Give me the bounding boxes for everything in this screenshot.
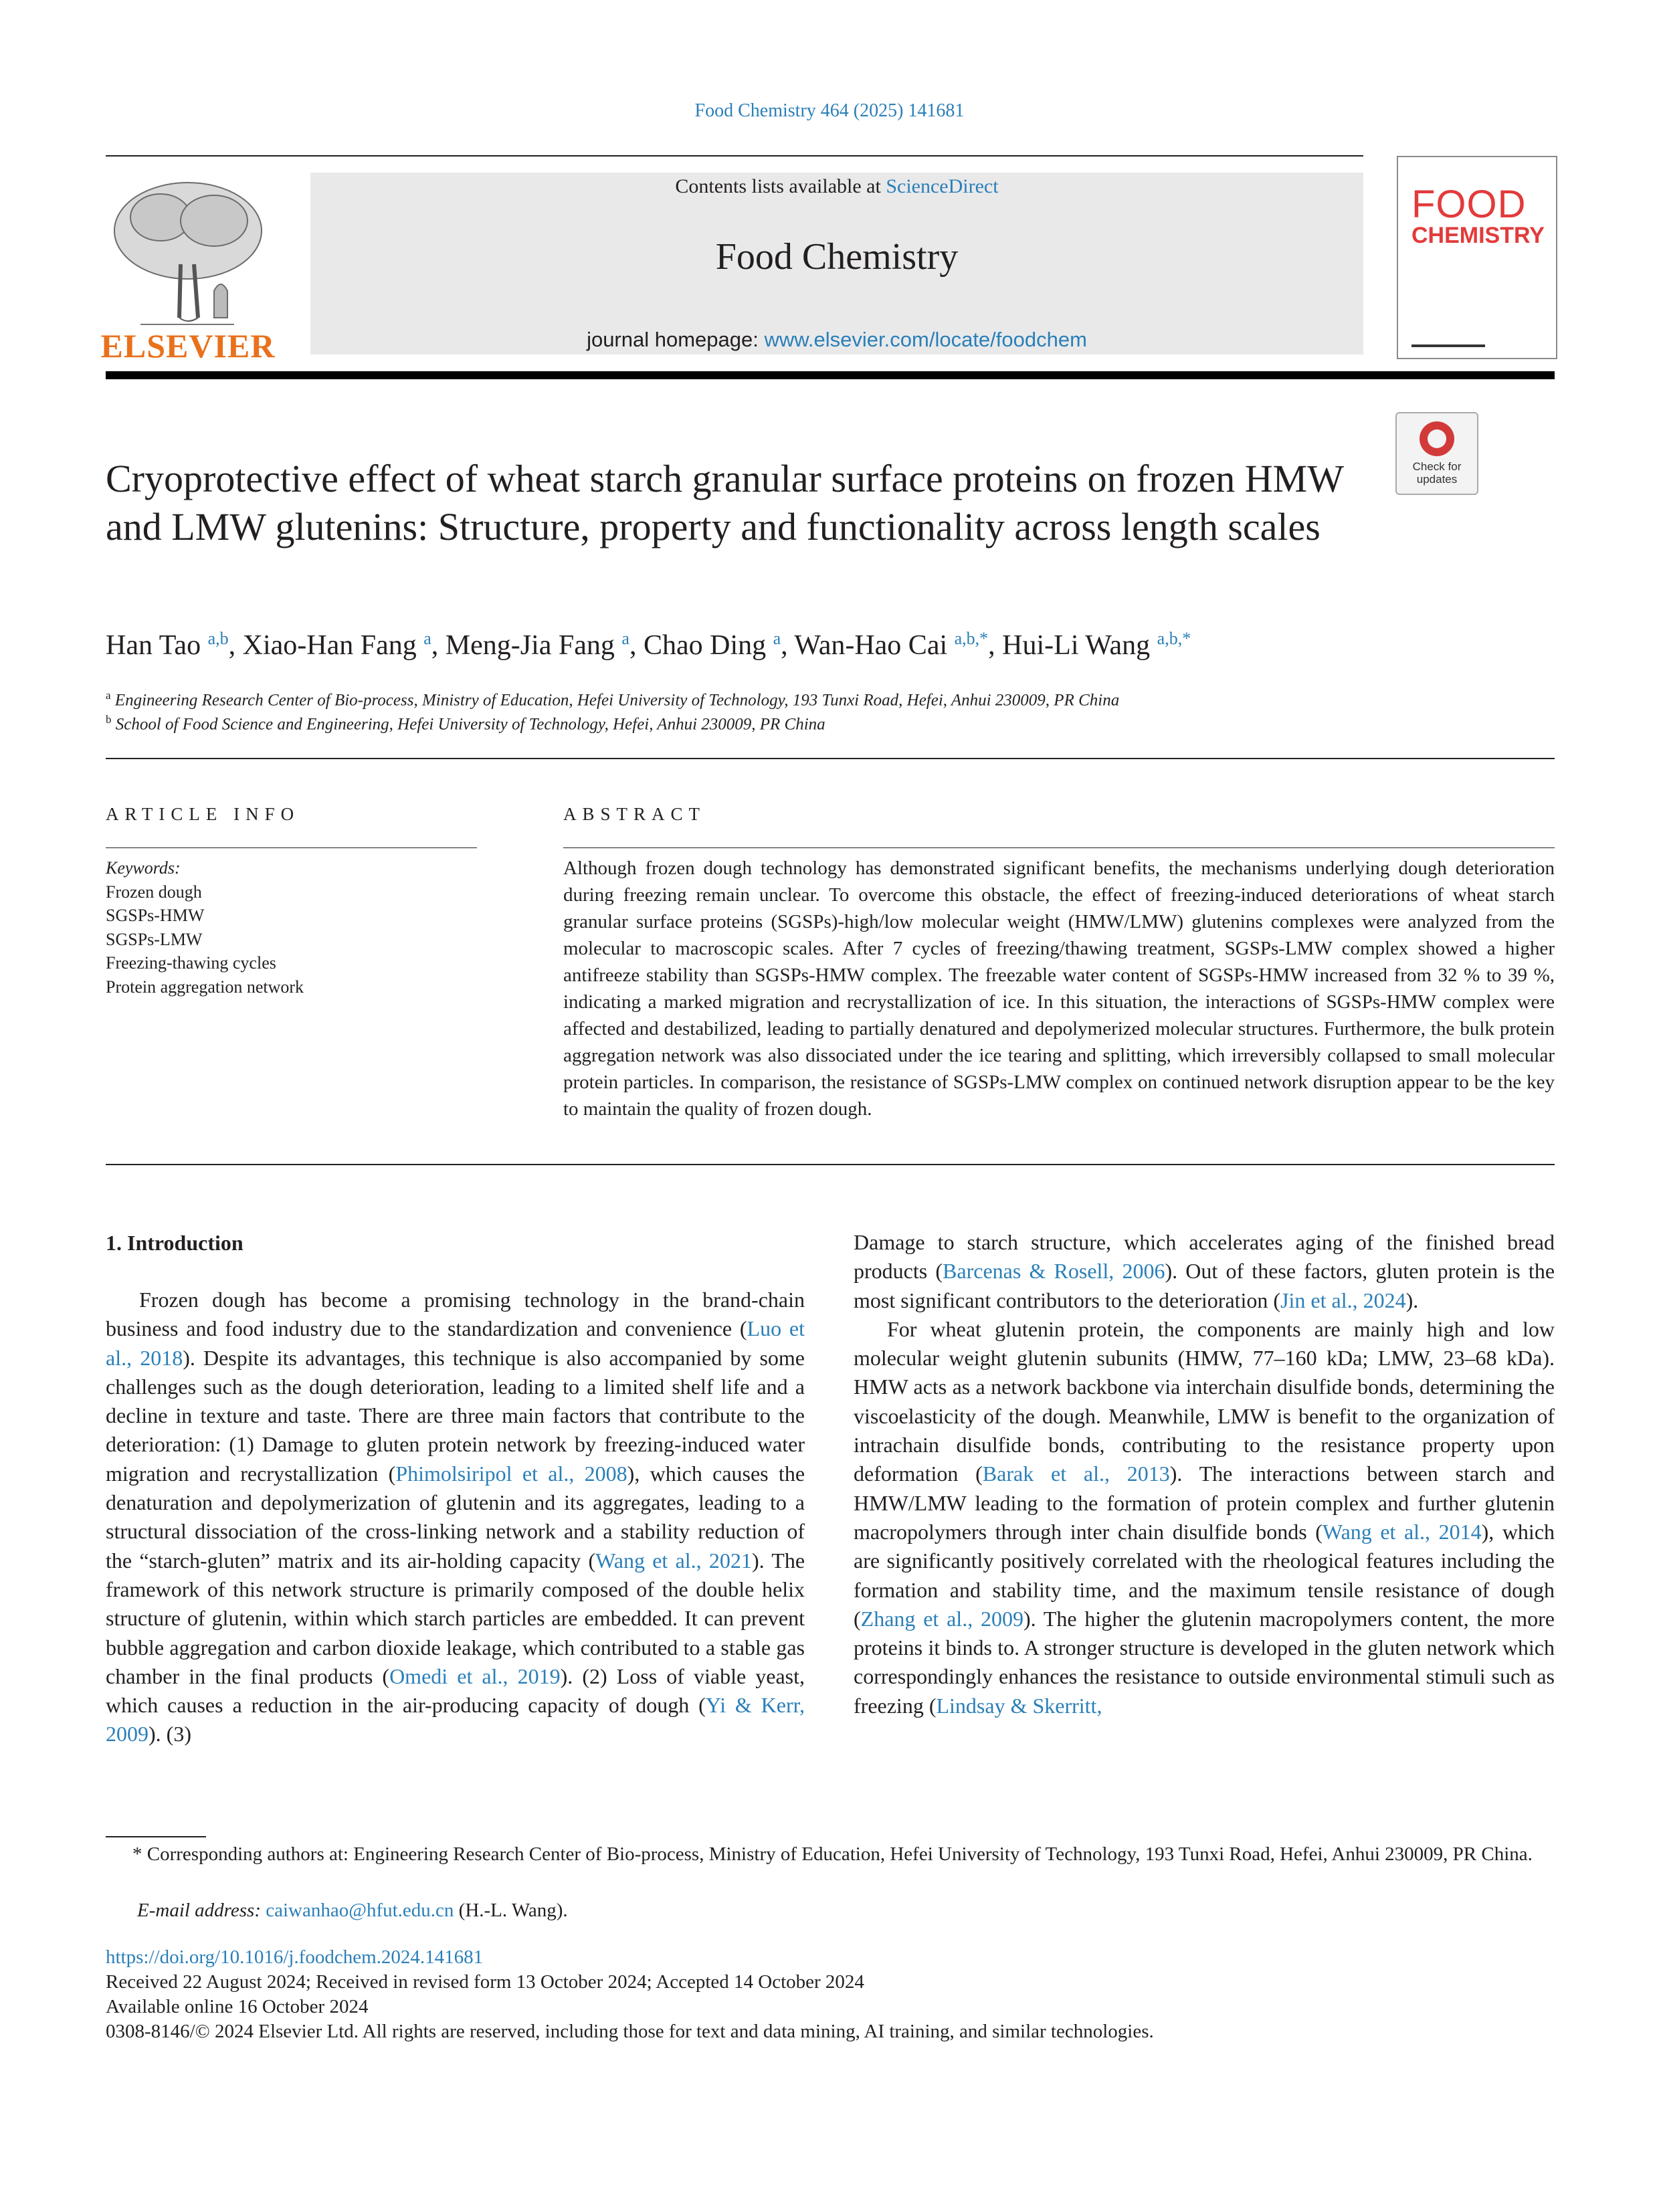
homepage-line [310,328,1363,352]
paragraph-text: ). [1405,1288,1419,1312]
citation-link[interactable]: Zhang et al., 2009 [860,1606,1023,1631]
corresponding-text: * Corresponding authors at: Engineering Research Center of Bio-process, Ministry of Education, Hefei University of Technology, 193 Tunxi Road, Hefei, Anhui 230009, PR China. [132,1843,1533,1865]
intro-paragraph-2 [854,1315,1555,1720]
citation-link[interactable]: Lindsay & Skerritt, [936,1693,1102,1718]
homepage-prefix: journal homepage: [587,328,765,351]
journal-cover-thumbnail[interactable] [1397,156,1557,359]
email-link[interactable]: caiwanhao@hfut.edu.cn [266,1900,454,1921]
cover-title [1411,185,1545,247]
body-column-left [106,1286,805,1749]
footnote-rule [106,1836,206,1837]
paragraph-text: ). The framework of this network structure is primarily composed of the double helix structure of glutenin, within which starch particles are embedded. It can prevent bubble aggregation and carbon dioxide leakage, which contributed to a stable gas chamber in the final products ( [106,1548,805,1688]
contents-line [310,175,1363,198]
keywords-block [106,856,477,999]
corresponding-author-note [106,1841,1555,1868]
author-name[interactable]: Meng-Jia Fang [445,630,615,661]
author-name[interactable]: Han Tao [106,630,201,661]
email-label: E-mail address: [137,1900,266,1921]
contents-prefix: Contents lists available at [675,175,886,197]
author-affil-sup: a [773,629,781,648]
affiliation-text: School of Food Science and Engineering, Hefei University of Technology, Hefei, Anhui 230009, PR China [115,715,825,734]
doi-link[interactable]: https://doi.org/10.1016/j.foodchem.2024.141681 [106,1946,484,1968]
homepage-link[interactable]: www.elsevier.com/locate/foodchem [764,328,1087,351]
elsevier-wordmark: ELSEVIER [100,327,276,365]
paragraph-text: ). (2) Loss of viable yeast, which causes a reduction in the air-producing capacity of dough ( [106,1664,805,1718]
author-affil-sup: a,b,* [1157,629,1191,648]
keyword-item: Freezing-thawing cycles [106,953,276,973]
section-heading-introduction: 1. Introduction [106,1231,243,1255]
citation-link[interactable]: Phimolsiripol et al., 2008 [395,1461,627,1486]
paragraph-text: ). The interactions between starch and HMW/LMW leading to the formation of protein complex and further glutenin macropolymers through inter chain disulfide bonds ( [854,1462,1555,1544]
author-list: Han Tao $^{a,b}$, Xiao-Han Fang $^a$, Meng-Jia Fang $^a$, Chao Ding $^a$, Wan-Hao Cai $^{a,b,*}$, Hui-Li Wang $^{a,b,*}$ [106,629,1191,661]
keyword-item: Frozen dough [106,882,202,902]
divider [106,758,1555,759]
abstract-text: Although frozen dough technology has demonstrated significant benefits, the mechanisms underlying dough deterioration during freezing remain unclear. To overcome this obstacle, the effect of freezing-induced deteriorations of wheat starch granular surface proteins (SGSPs)-high/low molecular weight (HMW/LMW) glutenins complexes were analyzed from the molecular to macroscopic scales. After 7 cycles of freezing/thawing treatment, SGSPs-LMW complex showed a higher antifreeze stability than SGSPs-HMW complex. The freezable water content of SGSPs-HMW increased from 32 % to 39 %, indicating a marked migration and recrystallization of ice. In this situation, the interactions of SGSPs-HMW complex were affected and destabilized, leading to partially denatured and depolymerized molecular structures. Furthermore, the bulk protein aggregation network was also dissociated under the ice tearing and splitting, which irreversibly collapsed to small molecular protein particles. In comparison, the resistance of SGSPs-LMW complex on continued network disruption appear to be the key to maintain the quality of frozen dough. [563,858,1555,1120]
journal-reference[interactable]: Food Chemistry 464 (2025) 141681 [694,100,965,121]
citation-link[interactable]: Omedi et al., 2019 [389,1664,561,1688]
paragraph-text: For wheat glutenin protein, the components are mainly high and low molecular weight glutenin subunits (HMW, 77–160 kDa; LMW, 23–68 kDa). HMW acts as a network backbone via interchain disulfide bonds, determining the viscoelasticity of the dough. Meanwhile, LMW is benefit to the organization of intrachain disulfide bonds, contributing to the resistance property upon deformation ( [854,1316,1555,1486]
citation-link[interactable]: Jin et al., 2024 [1280,1288,1406,1312]
paragraph-text: Frozen dough has become a promising technology in the brand-chain business and food industry due to the standardization and convenience ( [106,1288,805,1341]
intro-paragraph-1 [106,1286,805,1749]
body-column-right [854,1228,1555,1720]
sciencedirect-link[interactable]: ScienceDirect [886,175,999,197]
crossmark-icon [1420,421,1454,456]
affiliation-sup: b [106,713,112,726]
author-name[interactable]: Chao Ding [643,630,767,661]
citation-link[interactable]: Wang et al., 2014 [1322,1519,1482,1544]
check-for-updates-badge[interactable] [1395,412,1478,495]
header-thick-rule [106,371,1555,379]
author-name[interactable]: Xiao-Han Fang [242,630,417,661]
email-line [137,1900,568,1922]
cover-title-food: FOOD [1411,183,1527,226]
affiliation-a [106,689,1555,710]
intro-paragraph-continuation [854,1228,1555,1315]
abstract-rule [563,847,1555,848]
citation-link[interactable]: Luo et al., 2018 [106,1316,805,1370]
paragraph-text: ), which are significantly positively correlated with the rheological features including the formation and stability time, and the maximum tensile resistance of dough ( [854,1519,1555,1631]
citation-link[interactable]: Barcenas & Rosell, 2006 [943,1259,1165,1284]
divider [106,1164,1555,1165]
author-affil-sup: a [423,629,431,648]
keyword-item: Protein aggregation network [106,977,304,997]
journal-title: Food Chemistry [715,236,959,278]
article-info-rule [106,847,477,848]
paragraph-text: ), which causes the denaturation and depolymerization of glutenin and its aggregates, leading to a structural dissociation of the cross-linking network and a stability reduction of the “starch-gluten” matrix and its air-holding capacity ( [106,1461,805,1573]
cover-title-chemistry: CHEMISTRY [1411,223,1545,248]
citation-link[interactable]: Wang et al., 2021 [595,1548,752,1573]
citation-link[interactable]: Yi & Kerr, 2009 [106,1693,805,1746]
keyword-item: SGSPs-LMW [106,929,203,949]
author-affil-sup: a,b [207,629,229,648]
article-title: Cryoprotective effect of wheat starch granular surface proteins on frozen HMW and LMW glutenins: Structure, property and functionality across length scales [106,457,1343,548]
affiliation-text: Engineering Research Center of Bio-process, Ministry of Education, Hefei University of Technology, 193 Tunxi Road, Hefei, Anhui 230009, PR China [114,691,1120,710]
copyright-line: 0308-8146/© 2024 Elsevier Ltd. All rights are reserved, including those for text and data mining, AI training, and similar technologies. [106,2021,1154,2042]
author-affil-sup: a [621,629,629,648]
affiliation-sup: a [106,689,111,702]
article-info-heading: ARTICLE INFO [106,804,300,824]
paragraph-text: ). Out of these factors, gluten protein is the most significant contributors to the deterioration ( [854,1259,1555,1312]
author-name[interactable]: Wan-Hao Cai [794,630,948,661]
affiliation-b [106,713,1555,734]
abstract-heading: ABSTRACT [563,804,706,824]
top-rule [106,155,1363,157]
keyword-item: SGSPs-HMW [106,906,205,925]
keywords-label: Keywords: [106,858,181,878]
available-online: Available online 16 October 2024 [106,1996,369,2017]
author-name[interactable]: Hui-Li Wang [1002,630,1151,661]
cover-bar [1411,344,1485,347]
received-dates: Received 22 August 2024; Received in revised form 13 October 2024; Accepted 14 October 2024 [106,1971,864,1993]
crossmark-label: Check for updates [1412,460,1462,486]
author-affil-sup: a,b,* [954,629,989,648]
citation-link[interactable]: Barak et al., 2013 [982,1462,1170,1486]
email-suffix: (H.-L. Wang). [454,1900,568,1921]
paragraph-text: ). The higher the glutenin macropolymers content, the more proteins it binds to. A stronger structure is developed in the gluten network which correspondingly enhances the resistance to outside environmental stimuli such as freezing ( [854,1606,1555,1718]
paragraph-text: ). (3) [149,1722,191,1746]
paragraph-text: ). Despite its advantages, this technique is also accompanied by some challenges such as the dough deterioration, leading to a limited shelf life and a decline in texture and taste. There are three main factors that contribute to the deterioration: (1) Damage to gluten protein network by freezing-induced water migration and recrystallization ( [106,1345,805,1486]
paragraph-text: Damage to starch structure, which accelerates aging of the finished bread products ( [854,1230,1555,1284]
